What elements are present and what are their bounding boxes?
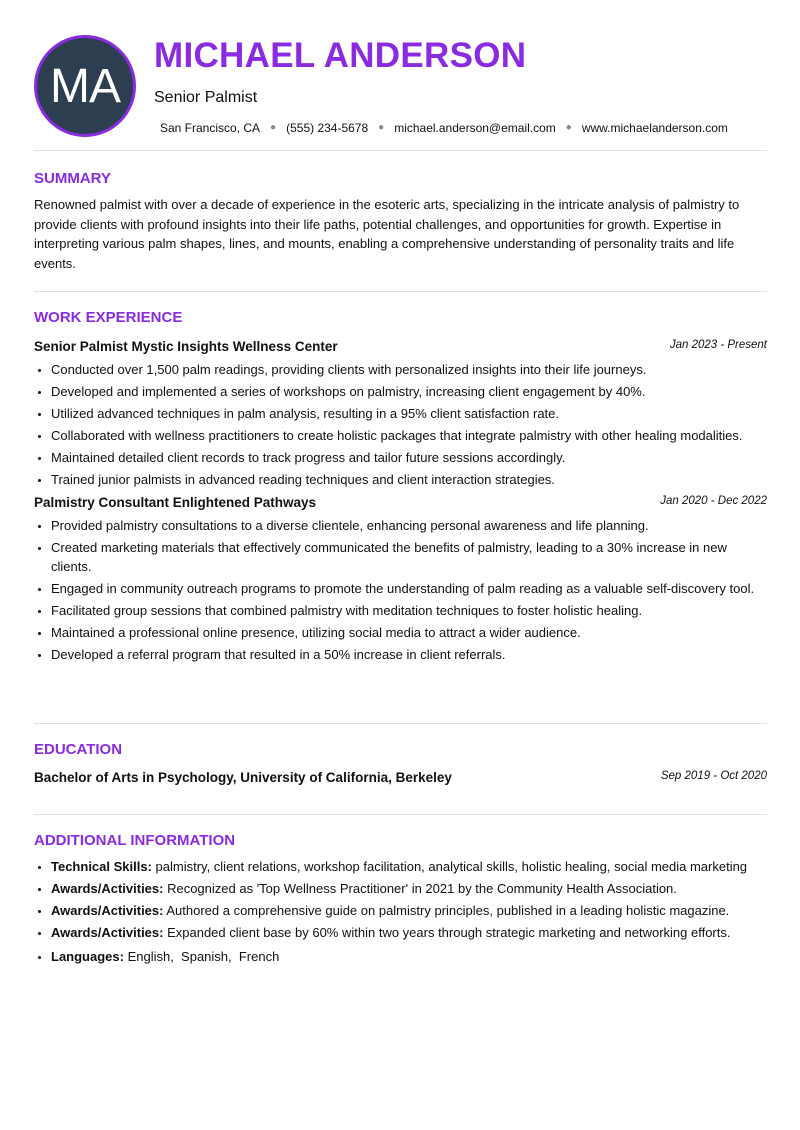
list-item: • Trained junior palmists in advanced reading techniques and client interaction strategies. xyxy=(51,470,767,489)
divider xyxy=(34,814,767,815)
list-item: • Created marketing materials that effectively communicated the benefits of palmistry, leading to a 30% increase in new clients. xyxy=(51,538,767,576)
list-item: • Developed and implemented a series of workshops on palmistry, increasing client engagement by 40%. xyxy=(51,382,767,401)
job-dates: Jan 2020 - Dec 2022 xyxy=(660,495,767,507)
divider xyxy=(34,291,767,292)
bullet-separator-icon: ● xyxy=(565,122,572,133)
job-title: Senior Palmist xyxy=(154,89,258,106)
item-text: Recognized as 'Top Wellness Practitioner' in 2021 by the Community Health Association. xyxy=(163,881,677,896)
summary-section xyxy=(34,170,767,273)
item-label: Awards/Activities: xyxy=(51,903,164,918)
list-item xyxy=(51,901,767,920)
experience-section xyxy=(34,309,767,667)
divider xyxy=(34,150,767,151)
job-title-company: Palmistry Consultant Enlightened Pathways xyxy=(34,495,317,510)
education-section xyxy=(34,741,767,785)
list-item: • Facilitated group sessions that combined palmistry with meditation techniques to foster holistic healing. xyxy=(51,601,767,620)
avatar-initials: MA xyxy=(34,35,136,137)
additional-section xyxy=(34,832,767,969)
item-text: English, Spanish, French xyxy=(123,949,280,964)
summary-text: Renowned palmist with over a decade of experience in the esoteric arts, specializing in the intricate analysis of palmistry to provide clients with profound insights into their life paths, potential challenges, and opportunities for growth. Expertise in interpreting various palm shapes, lines, and mounts, enabling a comprehensive understanding of personality traits and life events. xyxy=(34,197,740,271)
list-item: • Provided palmistry consultations to a diverse clientele, enhancing personal awareness and life planning. xyxy=(51,516,767,535)
list-item: • Engaged in community outreach programs to promote the understanding of palm reading as a valuable self-discovery tool. xyxy=(51,579,767,598)
list-item: • Collaborated with wellness practitioners to create holistic packages that integrate palmistry with other healing modalities. xyxy=(51,426,767,445)
item-label: Technical Skills: xyxy=(51,859,152,874)
bullet-separator-icon: ● xyxy=(378,122,385,133)
list-item xyxy=(51,879,767,898)
item-text: Expanded client base by 60% within two years through strategic marketing and networking efforts. xyxy=(163,925,731,940)
job-header xyxy=(34,339,767,354)
list-item: • Maintained detailed client records to track progress and tailor future sessions accordingly. xyxy=(51,448,767,467)
section-heading: SUMMARY xyxy=(34,170,111,187)
list-item: • Utilized advanced techniques in palm analysis, resulting in a 95% client satisfaction rate. xyxy=(51,404,767,423)
contact-email[interactable]: michael.anderson@email.com xyxy=(394,121,556,135)
job-title-company: Senior Palmist Mystic Insights Wellness Center xyxy=(34,339,338,354)
education-entry xyxy=(34,770,767,785)
contact-location: San Francisco, CA xyxy=(160,121,261,135)
education-dates: Sep 2019 - Oct 2020 xyxy=(660,770,767,782)
section-heading: ADDITIONAL INFORMATION xyxy=(34,832,236,849)
bullet-separator-icon: ● xyxy=(270,122,277,133)
item-label: Languages: xyxy=(51,949,124,964)
list-item: • Developed a referral program that resulted in a 50% increase in client referrals. xyxy=(51,645,767,664)
item-text: Authored a comprehensive guide on palmistry principles, published in a leading holistic magazine. xyxy=(163,903,730,918)
item-label: Awards/Activities: xyxy=(51,925,164,940)
additional-list xyxy=(34,857,767,966)
job-dates: Jan 2023 - Present xyxy=(669,339,767,351)
list-item xyxy=(51,923,767,942)
degree: Bachelor of Arts in Psychology, University of California, Berkeley xyxy=(34,770,452,785)
list-item xyxy=(51,947,767,966)
list-item xyxy=(51,857,767,876)
contact-info xyxy=(160,121,728,135)
job-bullets xyxy=(34,516,767,664)
job-bullets xyxy=(34,360,767,489)
job-header xyxy=(34,495,767,510)
item-text: palmistry, client relations, workshop facilitation, analytical skills, holistic healing, social media marketing xyxy=(151,859,748,874)
list-item: • Maintained a professional online presence, utilizing social media to attract a wider audience. xyxy=(51,623,767,642)
list-item: • Conducted over 1,500 palm readings, providing clients with personalized insights into their life journeys. xyxy=(51,360,767,379)
section-heading: WORK EXPERIENCE xyxy=(34,309,183,326)
item-label: Awards/Activities: xyxy=(51,881,164,896)
candidate-name: MICHAEL ANDERSON xyxy=(154,36,527,75)
contact-website[interactable]: www.michaelanderson.com xyxy=(581,121,728,135)
divider xyxy=(34,723,767,724)
contact-phone: (555) 234-5678 xyxy=(286,121,369,135)
section-heading: EDUCATION xyxy=(34,741,123,758)
